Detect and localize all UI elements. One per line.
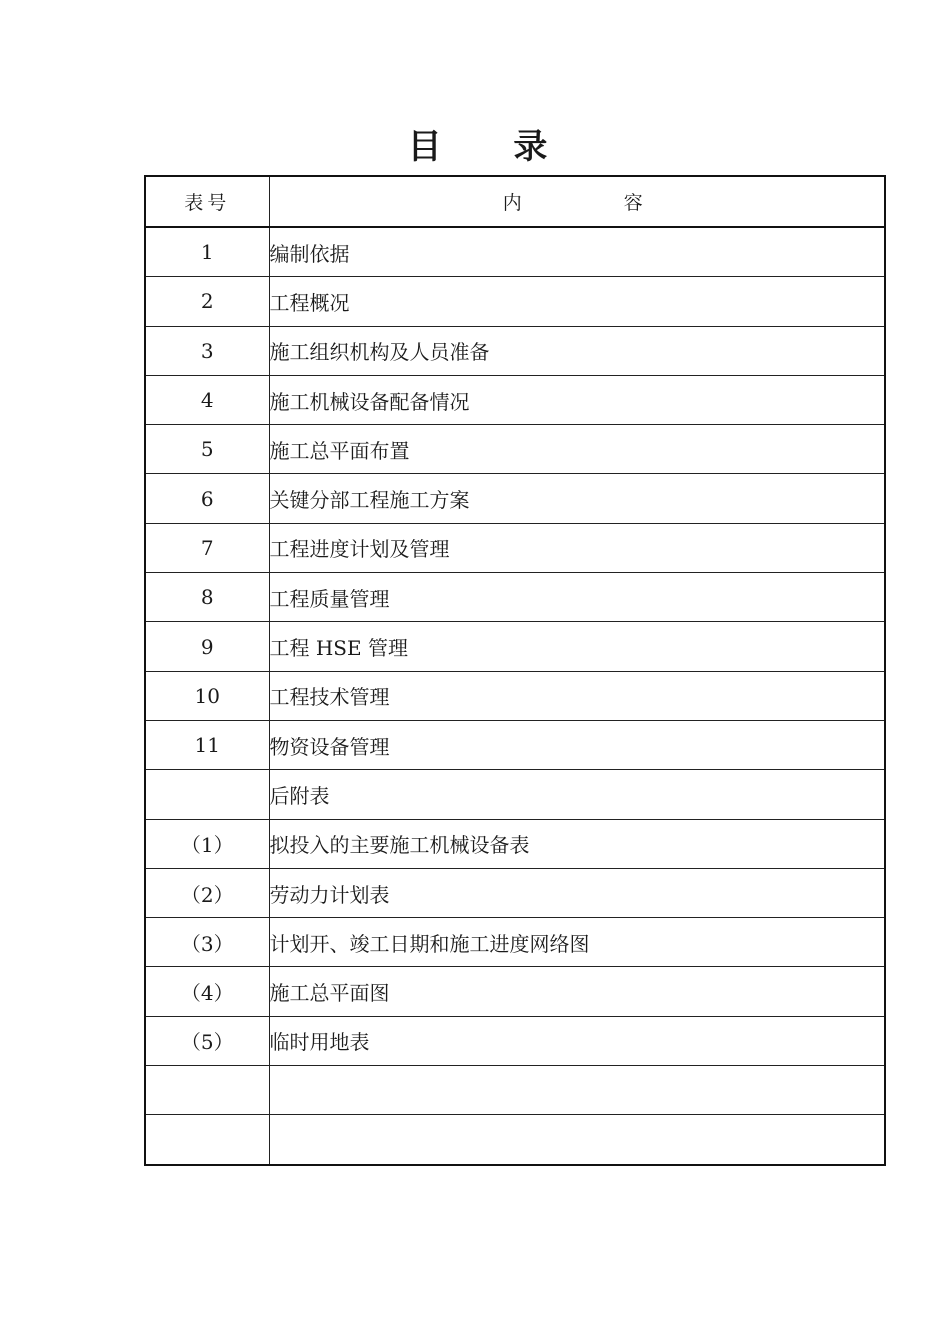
row-number: 4 <box>145 375 269 424</box>
row-content: 施工总平面图 <box>269 967 885 1016</box>
table-row <box>145 227 885 277</box>
row-number <box>145 770 269 819</box>
table-row <box>145 671 885 720</box>
row-content <box>269 1115 885 1165</box>
row-number: 3 <box>145 326 269 375</box>
table-row <box>145 425 885 474</box>
table-row-appendix-heading <box>145 770 885 819</box>
row-number: （2） <box>145 868 269 917</box>
table-row <box>145 918 885 967</box>
row-content: 工程质量管理 <box>269 573 885 622</box>
table-row <box>145 819 885 868</box>
row-content: 劳动力计划表 <box>269 868 885 917</box>
table-row <box>145 720 885 769</box>
row-content: 关键分部工程施工方案 <box>269 474 885 523</box>
row-content: 物资设备管理 <box>269 720 885 769</box>
table-row <box>145 868 885 917</box>
row-number: 10 <box>145 671 269 720</box>
toc-table-header <box>145 176 885 227</box>
row-content: 工程技术管理 <box>269 671 885 720</box>
row-number: 7 <box>145 523 269 572</box>
table-row <box>145 1016 885 1065</box>
row-number <box>145 1066 269 1115</box>
row-content: 编制依据 <box>269 227 885 277</box>
table-row <box>145 967 885 1016</box>
row-number: （4） <box>145 967 269 1016</box>
row-content: 计划开、竣工日期和施工进度网络图 <box>269 918 885 967</box>
row-number: 6 <box>145 474 269 523</box>
row-number: （5） <box>145 1016 269 1065</box>
row-content: 拟投入的主要施工机械设备表 <box>269 819 885 868</box>
toc-table <box>144 175 886 1166</box>
row-number: （1） <box>145 819 269 868</box>
page-title: 目 录 <box>407 127 578 167</box>
row-content: 工程进度计划及管理 <box>269 523 885 572</box>
row-content: 工程概况 <box>269 277 885 326</box>
table-row-empty <box>145 1115 885 1165</box>
row-number: 1 <box>145 227 269 277</box>
row-number <box>145 1115 269 1165</box>
row-number: （3） <box>145 918 269 967</box>
table-row <box>145 573 885 622</box>
header-row <box>145 176 885 227</box>
table-row <box>145 375 885 424</box>
row-content: 临时用地表 <box>269 1016 885 1065</box>
appendix-heading: 后附表 <box>269 770 885 819</box>
table-row-empty <box>145 1066 885 1115</box>
table-row <box>145 474 885 523</box>
table-row <box>145 277 885 326</box>
row-content: 施工组织机构及人员准备 <box>269 326 885 375</box>
table-row <box>145 622 885 671</box>
row-content <box>269 1066 885 1115</box>
row-content: 施工总平面布置 <box>269 425 885 474</box>
row-number: 11 <box>145 720 269 769</box>
column-header-content: 内 容 <box>269 176 885 227</box>
toc-table-body <box>145 227 885 1165</box>
row-number: 5 <box>145 425 269 474</box>
table-row <box>145 523 885 572</box>
row-content: 工程 HSE 管理 <box>269 622 885 671</box>
row-number: 8 <box>145 573 269 622</box>
row-number: 9 <box>145 622 269 671</box>
row-content: 施工机械设备配备情况 <box>269 375 885 424</box>
column-header-number: 表号 <box>145 176 269 227</box>
row-number: 2 <box>145 277 269 326</box>
table-row <box>145 326 885 375</box>
